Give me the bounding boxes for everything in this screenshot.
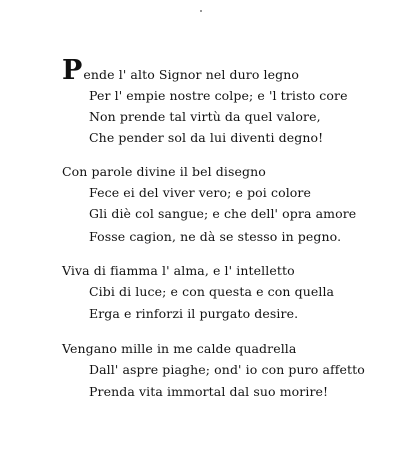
stanza-3-line-2: Cibi di luce; e con questa e con quella [89, 284, 335, 299]
stanza-4-line-1: Vengano mille in me calde quadrella [62, 341, 297, 356]
stanza-2-line-4: Fosse cagion, ne dà se stesso in pegno. [89, 229, 342, 244]
stanza-4-line-2: Dall' aspre piaghe; ond' io con puro affetto [89, 362, 365, 377]
stanza-2-line-3: Gli diè col sangue; e che dell' opra amore [89, 206, 357, 221]
stanza-1-line-1-text: ende l' alto Signor nel duro legno [83, 67, 300, 82]
stanza-1-line-1 [62, 55, 300, 86]
stanza-3-line-3: Erga e rinforzi il purgato desire. [89, 306, 299, 321]
print-speck [200, 10, 202, 12]
stanza-2-line-1: Con parole divine il bel disegno [62, 164, 266, 179]
drop-cap: P [62, 55, 83, 86]
stanza-1-line-4: Che pender sol da lui diventi degno! [89, 130, 324, 145]
stanza-1-line-3: Non prende tal virtù da quel valore, [89, 109, 321, 124]
stanza-4-line-3: Prenda vita immortal dal suo morire! [89, 384, 329, 399]
stanza-2-line-2: Fece ei del viver vero; e poi colore [89, 185, 312, 200]
stanza-3-line-1: Viva di fiamma l' alma, e l' intelletto [62, 263, 295, 278]
stanza-1-line-2: Per l' empie nostre colpe; e 'l tristo core [89, 88, 348, 103]
